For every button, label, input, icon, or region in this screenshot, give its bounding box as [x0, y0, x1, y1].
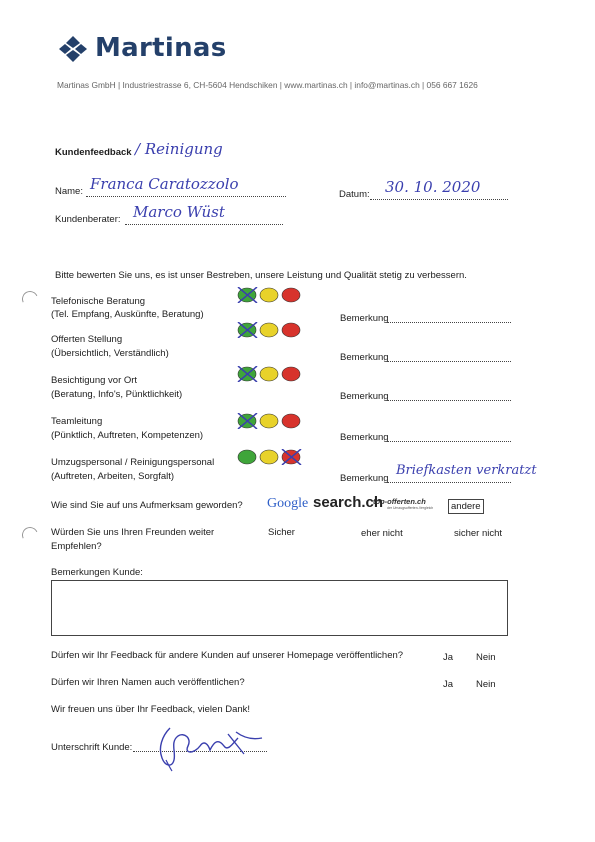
- rating-title: Offerten Stellung: [51, 334, 123, 345]
- remark-label: Bemerkung: [340, 432, 389, 443]
- rating-subtitle: (Auftreten, Arbeiten, Sorgfalt): [51, 471, 175, 482]
- intro-text: Bitte bewerten Sie uns, es ist unser Bestreben, unsere Leistung und Qualität stetig zu verbessern.: [55, 270, 467, 281]
- rating-smileys[interactable]: [237, 322, 303, 338]
- rating-title: Besichtigung vor Ort: [51, 375, 138, 386]
- brand-name: Martinas: [95, 33, 227, 63]
- rating-smileys[interactable]: [237, 287, 303, 303]
- publish-name-yes[interactable]: Ja: [443, 679, 454, 690]
- remark-label: Bemerkung: [340, 391, 389, 402]
- publish-name-no[interactable]: Nein: [476, 679, 496, 690]
- punch-hole: [20, 289, 41, 310]
- rating-subtitle: (Tel. Empfang, Auskünfte, Beratung): [51, 309, 204, 320]
- remark-label: Bemerkung: [340, 352, 389, 363]
- topofferten-option[interactable]: [373, 497, 443, 510]
- remark-label: Bemerkung: [340, 313, 389, 324]
- rating-title: Teamleitung: [51, 416, 103, 427]
- google-option[interactable]: Google: [267, 496, 309, 511]
- remark-field[interactable]: Briefkasten verkratzt: [396, 463, 537, 478]
- recommend-question: Würden Sie uns Ihren Freunden weiter: [51, 527, 215, 538]
- rating-title: Umzugspersonal / Reinigungspersonal: [51, 457, 215, 468]
- date-field[interactable]: 30. 10. 2020: [385, 178, 481, 196]
- rating-subtitle: (Übersichtlich, Verständlich): [51, 348, 169, 359]
- form-title: Kundenfeedback: [55, 147, 132, 158]
- rating-subtitle: (Beratung, Info's, Pünktlichkeit): [51, 389, 183, 400]
- recommend-question-2: Empfehlen?: [51, 541, 102, 552]
- source-question: Wie sind Sie auf uns Aufmerksam geworden?: [51, 500, 243, 511]
- form-title-handwritten: / Reinigung: [135, 140, 223, 158]
- signature-scribble: [148, 724, 268, 772]
- publish-feedback-question: Dürfen wir Ihr Feedback für andere Kunden auf unserer Homepage veröffentlichen?: [51, 650, 404, 661]
- remark-label: Bemerkung: [340, 473, 389, 484]
- topofferten-label: top-offerten.ch: [373, 497, 426, 506]
- rating-smileys[interactable]: [237, 449, 303, 465]
- publish-feedback-yes[interactable]: Ja: [443, 652, 454, 663]
- topofferten-sublabel: der Umzugsofferten-Vergleich: [387, 506, 434, 510]
- name-field[interactable]: Franca Caratozzolo: [90, 175, 239, 193]
- publish-name-question: Dürfen wir Ihren Namen auch veröffentlichen?: [51, 677, 245, 688]
- signature-label: Unterschrift Kunde:: [51, 742, 133, 753]
- punch-hole: [20, 525, 41, 546]
- advisor-field[interactable]: Marco Wüst: [133, 203, 225, 221]
- martinas-logo-icon: [57, 35, 89, 63]
- company-info-line: Martinas GmbH | Industriestrasse 6, CH-5604 Hendschiken | www.martinas.ch | info@martinas.ch | 056 667 1626: [57, 80, 478, 90]
- recommend-option-sicher-nicht[interactable]: sicher nicht: [454, 528, 503, 539]
- rating-subtitle: (Pünktlich, Auftreten, Kompetenzen): [51, 430, 204, 441]
- other-option[interactable]: andere: [448, 499, 484, 514]
- rating-smileys[interactable]: [237, 366, 303, 382]
- search-option[interactable]: search.ch: [313, 494, 384, 511]
- date-label: Datum:: [339, 189, 370, 200]
- recommend-option-sicher[interactable]: Sicher: [268, 527, 295, 538]
- thanks-text: Wir freuen uns über Ihr Feedback, vielen Dank!: [51, 704, 251, 715]
- name-label: Name:: [55, 186, 83, 197]
- recommend-option-eher-nicht[interactable]: eher nicht: [361, 528, 403, 539]
- rating-title: Telefonische Beratung: [51, 296, 146, 307]
- publish-feedback-no[interactable]: Nein: [476, 652, 496, 663]
- advisor-label: Kundenberater:: [55, 214, 121, 225]
- customer-remarks-box[interactable]: [51, 580, 508, 636]
- customer-remarks-label: Bemerkungen Kunde:: [51, 567, 143, 578]
- rating-smileys[interactable]: [237, 413, 303, 429]
